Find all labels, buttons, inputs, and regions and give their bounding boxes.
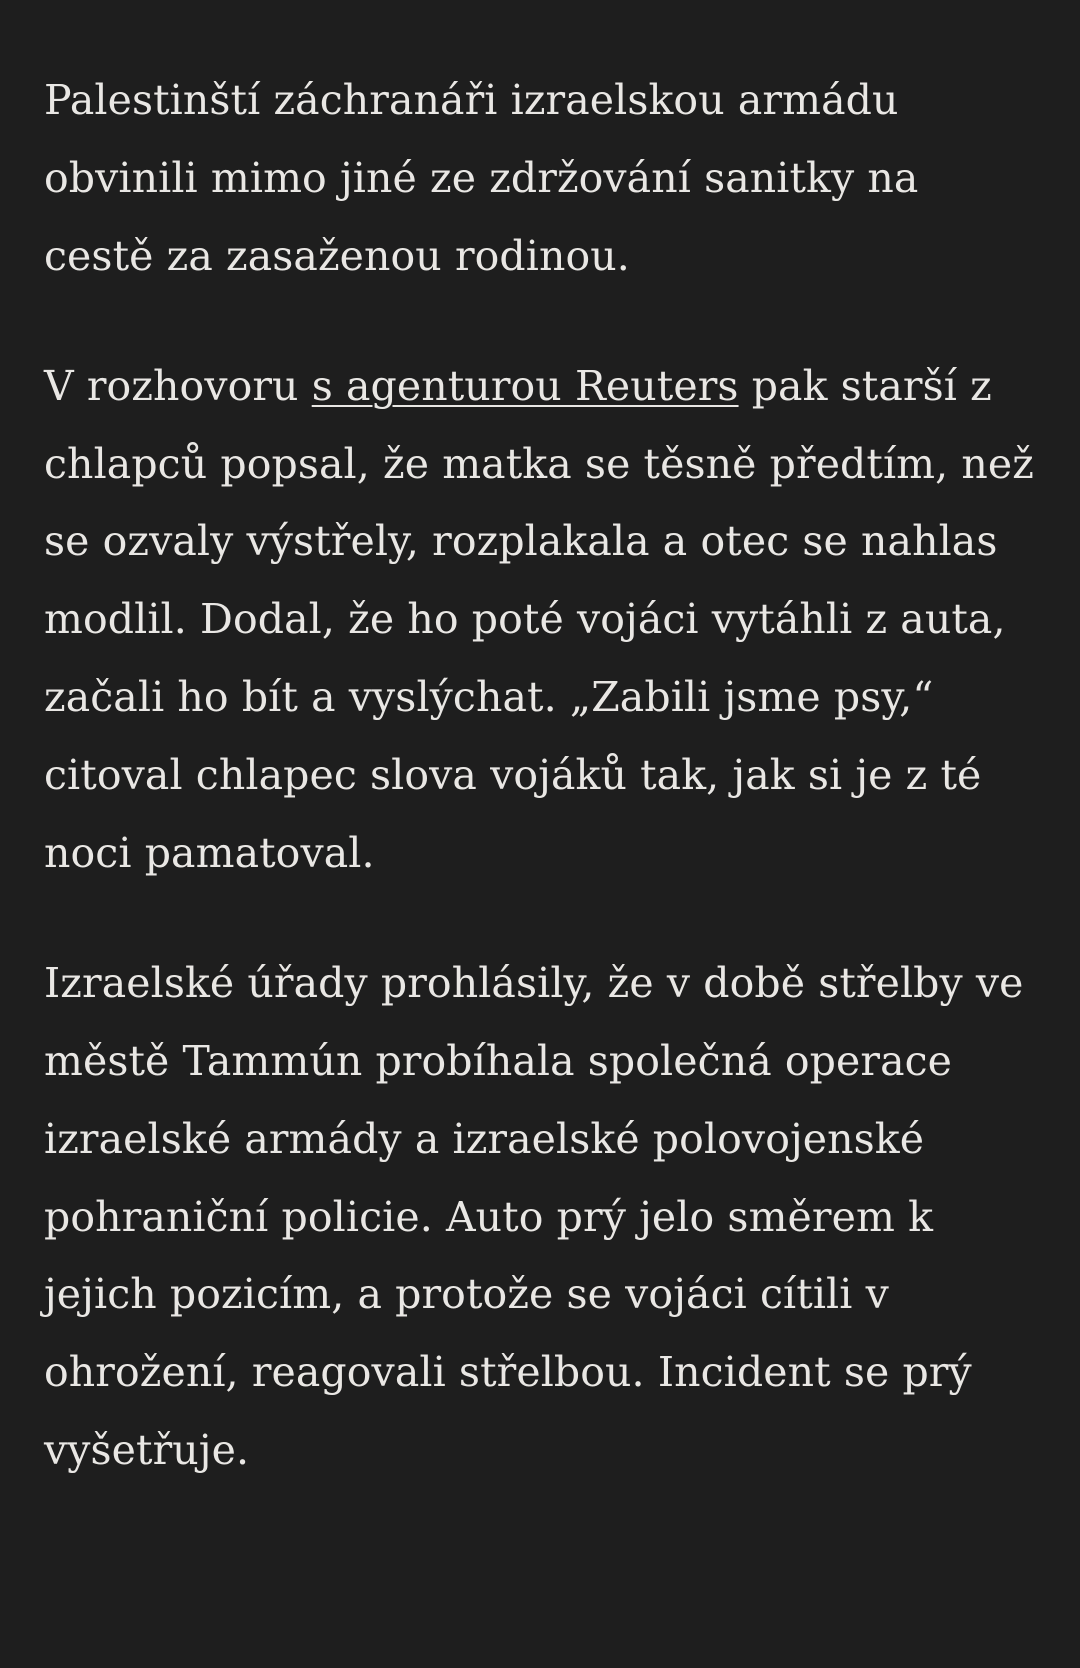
- paragraph-2-text-before-link: V rozhovoru: [44, 361, 312, 410]
- reuters-interview-link[interactable]: s agenturou Reuters: [311, 361, 739, 410]
- article-paragraph-2: [44, 348, 1036, 893]
- paragraph-2-text-after-link: pak starší z chlapců popsal, že matka se těsně předtím, než se ozvaly výstřely, rozplakala a otec se nahlas modlil. Dodal, že ho poté vojáci vytáhli z auta, začali ho bít a vyslýchat. „Zabili jsme psy,“ citoval chlapec slova vojáků tak, jak si je z té noci pamatoval.: [44, 361, 1035, 878]
- article-paragraph-3: Izraelské úřady prohlásily, že v době střelby ve městě Tammún probíhala společná operace izraelské armády a izraelské polovojenské pohraniční policie. Auto prý jelo směrem k jejich pozicím, a protože se vojáci cítili v ohrožení, reagovali střelbou. Incident se prý vyšetřuje.: [44, 958, 1024, 1475]
- article-paragraph-1: Palestinští záchranáři izraelskou armádu obvinili mimo jiné ze zdržování sanitky na cestě za zasaženou rodinou.: [44, 76, 919, 280]
